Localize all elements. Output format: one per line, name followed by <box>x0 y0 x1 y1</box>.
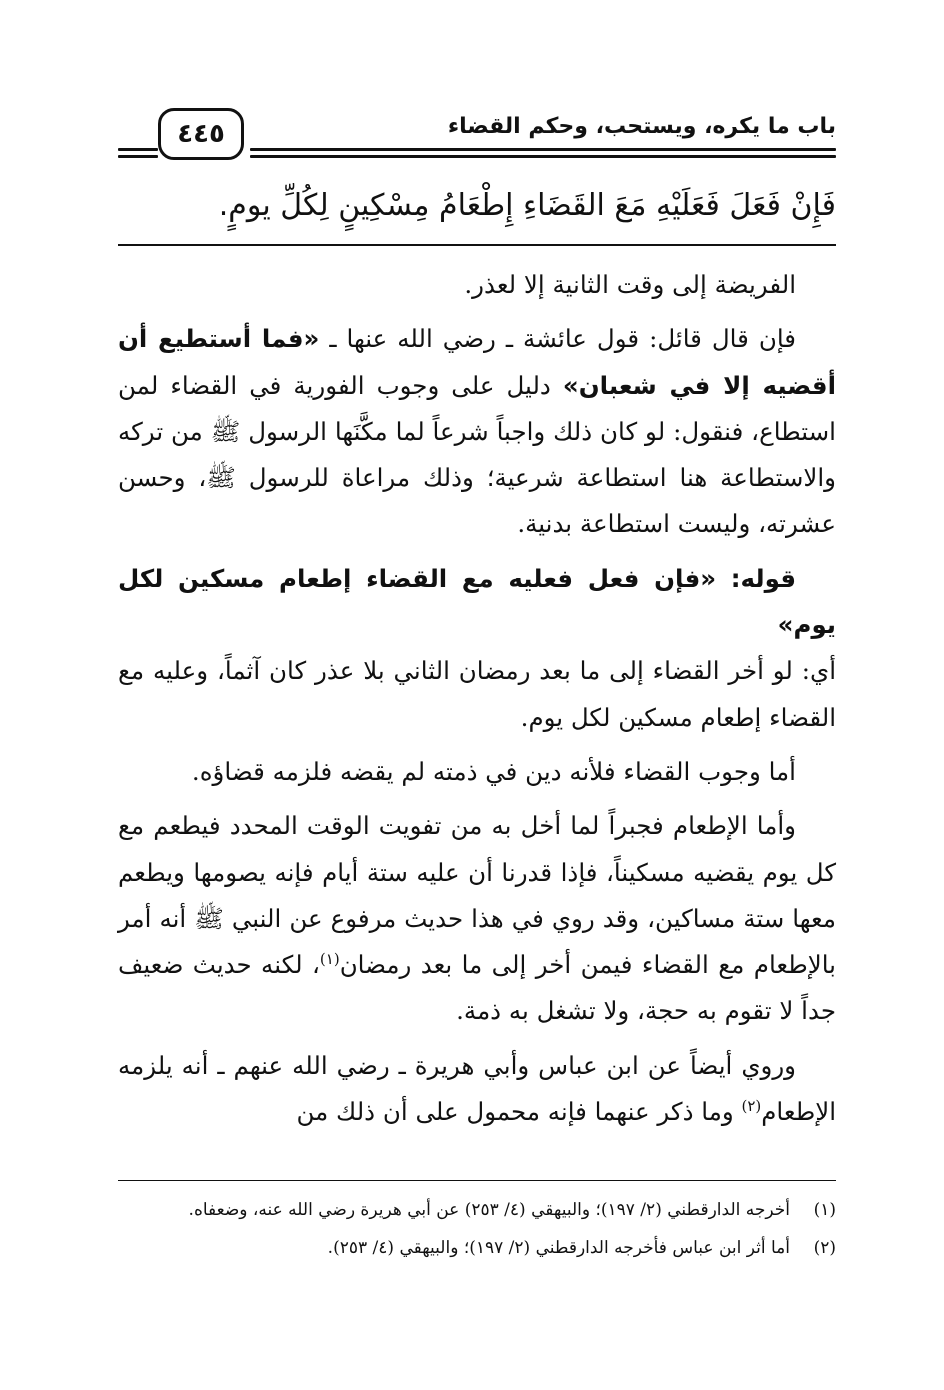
hadith-quote: «فما أستطيع أن أقضيه إلا في شعبان» <box>118 324 836 400</box>
paragraph: الفريضة إلى وقت الثانية إلا لعذر. <box>464 270 796 299</box>
paragraph: أما وجوب القضاء فلأنه دين في ذمته لم يقضه فلزمه قضاؤه. <box>191 756 796 786</box>
matn-text: فَإِنْ فَعَلَ فَعَلَيْهِ مَعَ القَضَاءِ إِطْعَامُ مِسْكِينٍ لِكُلِّ يومٍ. <box>218 188 836 223</box>
matn-quote: «فإن فعل فعليه مع القضاء إطعام مسكين لكل يوم» <box>118 563 836 640</box>
header-rule-left-2 <box>118 155 158 158</box>
paragraph: أي: لو أخر القضاء إلى ما بعد رمضان الثاني بلا عذر كان آثماً، وعليه مع القضاء إطعام مسكين لكل يوم. <box>118 656 836 732</box>
footnote-item <box>118 1232 836 1264</box>
header-rule-left <box>118 148 158 151</box>
footnote-ref-1[interactable]: (١) <box>319 950 340 968</box>
footnote-item <box>118 1194 836 1226</box>
footnotes <box>118 1194 836 1264</box>
footnote-ref-2[interactable]: (٢) <box>741 1096 762 1115</box>
page-header <box>118 108 836 164</box>
header-rule-right-2 <box>250 155 836 158</box>
footnote-number: (١) <box>813 1200 836 1220</box>
footnote-separator <box>118 1180 836 1181</box>
qawluhu-label: قوله: <box>716 563 796 593</box>
footnote-text: أما أثر ابن عباس فأخرجه الدارقطني (٢/ ١٩٧)؛ والبيهقي (٤/ ٢٥٣). <box>327 1238 790 1258</box>
header-rule-right <box>250 148 836 151</box>
matn-separator <box>118 244 836 246</box>
paragraph: وروي أيضاً عن ابن عباس وأبي هريرة ـ رضي الله عنهم ـ أنه يلزمه الإطعام$^{(٢)}$ وما ذكر عنهما فإنه محمول على أن ذلك من <box>118 1050 836 1127</box>
paragraph: وأما الإطعام فجبراً لما أخل به من تفويت الوقت المحدد فيطعم مع كل يوم يقضيه مسكيناً، فإذا قدرنا أن عليه ستة أيام فإنه يصومها ويطعم معها ستة مساكين، وقد روي في هذا حديث مرفوع عن النبي ﷺ أنه أمر بالإطعام مع القضاء فيمن أخر إلى ما بعد رمضان$^{(١)}$، لكنه حديث ضعيف جداً لا تقوم به حجة، ولا تشغل به ذمة. <box>118 811 836 1026</box>
footnote-number: (٢) <box>813 1238 836 1258</box>
paragraph: فإن قال قائل: قول عائشة ـ رضي الله عنها ـ «فما أستطيع أن أقضيه إلا في شعبان» دليل على وجوب الفورية في القضاء لمن استطاع، فنقول: لو كان ذلك واجباً شرعاً لما مكَّنَها الرسول ﷺ من تركه والاستطاعة هنا استطاعة شرعية؛ وذلك مراعاة للرسول ﷺ، وحسن عشرته، وليست استطاعة بدنية. <box>118 324 836 539</box>
running-header-title: باب ما يكره، ويستحب، وحكم القضاء <box>447 114 836 139</box>
page-number: ٤٤٥ <box>158 108 244 160</box>
paragraph <box>118 556 836 649</box>
body-text <box>118 262 836 1135</box>
footnote-text: أخرجه الدارقطني (٢/ ١٩٧)؛ والبيهقي (٤/ ٢٥٣) عن أبي هريرة رضي الله عنه، وضعفاه. <box>188 1200 790 1220</box>
